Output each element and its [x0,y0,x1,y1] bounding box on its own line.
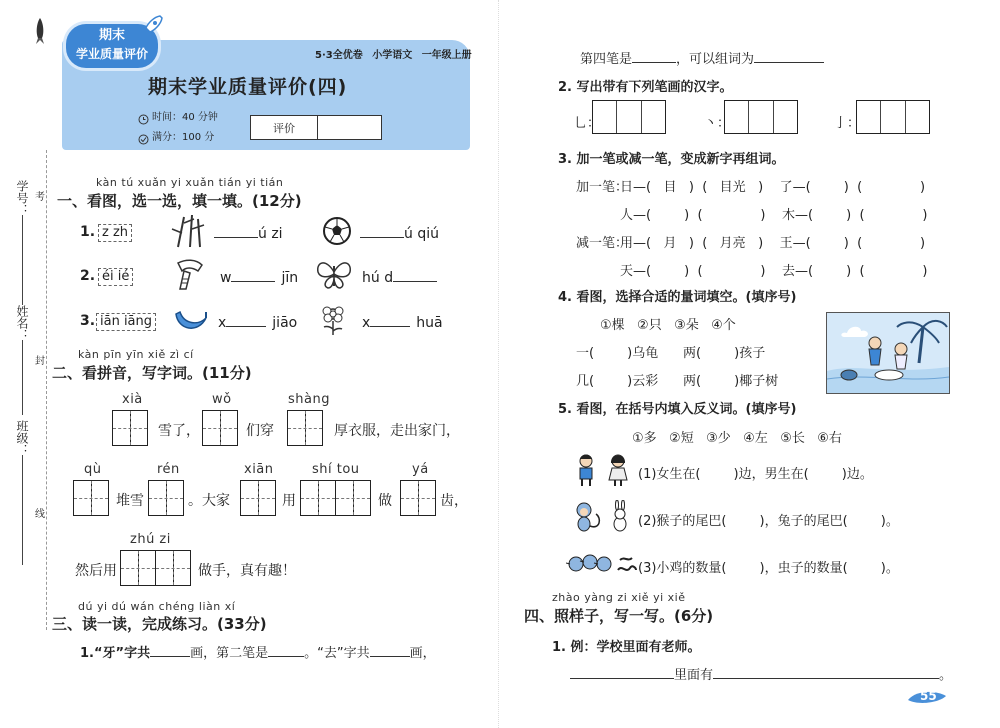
row3-text1: 做手，真有趣！ [198,563,296,579]
py-xia: xià [122,392,143,407]
section4-answer-line [570,664,952,683]
binding-line [46,150,47,630]
blank[interactable] [360,225,404,238]
py-shang: shàng [288,392,330,407]
row2-text1: 堆雪 [116,493,144,509]
py-zhuzi: zhú zi [130,532,171,547]
item2-a [220,269,298,286]
blank[interactable] [370,314,410,327]
page-fold-line [498,0,499,728]
q5-item2: (2)猴子的尾巴( )，兔子的尾巴( )。 [638,514,899,529]
q2-stroke2: 丶： [704,116,731,131]
q4-row2: 几( )云彩 两( )椰子树 [576,374,779,389]
write-box-zhu[interactable] [120,550,156,586]
q4-row1: 一( )乌龟 两( )孩子 [576,346,766,361]
q1-line1 [80,642,436,661]
full-score: 满分：100 分 [152,132,215,143]
page-number: 55 [920,689,937,703]
write-box-shi[interactable] [300,480,336,516]
row1-text2: 们穿 [246,423,274,439]
boy-girl-icon [572,453,634,487]
q2-grid1[interactable] [592,100,666,134]
item3-a-pre: x [218,315,227,331]
check-icon [138,130,149,149]
q1-part-d: 画， [409,646,436,661]
seal-char-feng: 封 [35,356,45,367]
q2-stroke1: 乚： [574,116,601,131]
section3-pinyin: dú yi dú wán chéng liàn xí [78,600,236,613]
item3-a-text: jiāo [272,315,298,331]
item3-b-pre: x [362,315,371,331]
q4-title: 4. 看图，选择合适的量词填空。(填序号) [558,290,797,305]
name-line [22,340,23,415]
write-box-qu[interactable] [73,480,109,516]
q2-title: 2. 写出带有下列笔画的汉字。 [558,80,733,95]
grade-name: 一年级上册 [421,50,472,61]
page-title: 期末学业质量评价(四) [148,76,348,98]
seal-char-xian: 线 [35,509,45,520]
write-box-tou[interactable] [335,480,371,516]
badge-line1: 期末 [98,28,125,43]
add-row-2: 人—( ) ( ) 木—( ) ( ) [620,208,928,223]
section2-title: 二、看拼音，写字词。(11分) [52,364,252,382]
add-label: 加一笔： [576,180,629,195]
flower-icon [318,303,348,337]
item2-b-pre: hú d [362,270,394,286]
q3-title: 3. 加一笔或减一笔，变成新字再组词。 [558,152,785,167]
write-box-xian[interactable] [240,480,276,516]
q1-part-e: 第四笔是 [580,52,633,67]
item3-options: iān iāng [96,313,156,331]
bamboo-icon [168,213,212,249]
binding-sidebar [0,0,55,728]
subject-name: 小学语文 [372,50,413,61]
blank[interactable] [231,269,275,282]
item3-b [362,314,443,331]
write-box-wo[interactable] [202,410,238,446]
item1-number: 1. [80,224,96,240]
student-id-label: 学号： [15,180,29,216]
py-ren: rén [157,462,180,477]
football-icon [322,216,352,246]
item3-number: 3. [80,313,96,329]
sub-row-2: 天—( ) ( ) 去—( ) ( ) [620,264,928,279]
blank[interactable] [754,50,824,63]
sub-label: 减一笔： [576,236,629,251]
blank[interactable] [632,50,676,63]
row2-text3: 用 [282,493,296,509]
q5-item3: (3)小鸡的数量( )，虫子的数量( )。 [638,561,899,576]
write-box-shang[interactable] [287,410,323,446]
q5-title: 5. 看图，在括号内填入反义词。(填序号) [558,402,797,417]
blank[interactable] [214,225,258,238]
section4-title: 四、照样子，写一写。(6分) [524,607,714,625]
item3-b-text: huā [416,315,443,331]
row2-text2: 。大家 [188,493,230,509]
blank[interactable] [268,644,304,657]
blank[interactable] [370,644,410,657]
badge-line2: 学业质量评价 [75,47,148,61]
section4-mid: 里面有 [674,668,714,683]
time-limit: 时间：40 分钟 [152,112,218,123]
item1-b-text: ú qiú [404,226,439,242]
header-series [315,46,472,61]
section3-title: 三、读一读，完成练习。(33分) [52,615,267,633]
section4-example: 1. 例：学校里面有老师。 [552,640,701,655]
section4-end: 。 [939,668,953,683]
blank[interactable] [226,314,266,327]
eval-divider [317,116,318,139]
py-xian: xiān [244,462,274,477]
butterfly-icon [314,258,354,292]
eval-label: 评价 [273,122,295,135]
write-box-ya[interactable] [400,480,436,516]
q1-part-c: 。“去”字共 [304,646,370,661]
row3-text0: 然后用 [75,563,117,579]
q1-line2 [580,48,824,67]
item2-a-text: jīn [281,270,299,286]
q2-grid3[interactable] [856,100,930,134]
q5-options: ①多 ②短 ③少 ④左 ⑤长 ⑥右 [632,431,842,446]
blank[interactable] [150,644,190,657]
q1-part-a: 1.“牙”字共 [80,646,151,661]
section1-title: 一、看图，选一选，填一填。(12分) [57,192,302,210]
item2-a-pre: w [220,270,232,286]
item3-a [218,314,297,331]
sub-row-1: 用—( 月 ) ( 月亮 ) 王—( ) ( ) [620,236,926,251]
blank[interactable] [570,666,674,679]
py-shitou: shí tou [312,462,360,477]
py-ya: yá [412,462,429,477]
class-label: 班级： [15,420,29,456]
py-qu: qù [84,462,102,477]
class-line [22,455,23,565]
clock-icon [138,110,149,129]
scarf-icon [172,257,208,293]
rocket-icon [33,18,47,48]
blank[interactable] [713,666,939,679]
section1-pinyin: kàn tú xuǎn yi xuǎn tián yi tián [96,176,284,189]
item1-a-text: ú zi [258,226,283,242]
q1-part-b: 画，第二笔是 [190,646,269,661]
student-id-line [22,215,23,305]
monkey-rabbit-icon [572,500,634,534]
py-wo: wǒ [212,392,232,407]
beach-illustration [826,312,950,394]
row1-text3: 厚衣服，走出家门， [334,423,460,439]
row2-text5: 齿， [440,493,468,509]
q2-grid2[interactable] [724,100,798,134]
item1-b [360,225,439,242]
item2-b [362,269,437,286]
eval-box [250,115,382,140]
write-box-xia[interactable] [112,410,148,446]
banana-icon [172,304,208,334]
add-row-1: 日—( 目 ) ( 目光 ) 了—( ) ( ) [620,180,926,195]
item2-options: éi ié [98,268,133,286]
q1-part-f: ，可以组词为 [676,52,755,67]
name-label: 姓名： [15,305,29,341]
badge-rocket-icon [140,14,164,42]
series-name: 5·3全优卷 [315,50,363,61]
q4-options: ①棵 ②只 ③朵 ④个 [600,318,736,333]
q2-stroke3: 亅： [834,116,861,131]
row1-text1: 雪了， [158,423,200,439]
chicks-worms-icon [566,548,638,578]
blank[interactable] [393,269,437,282]
item1-options: z zh [98,224,132,242]
item1-a [214,225,283,242]
section2-pinyin: kàn pīn yīn xiě zì cí [78,348,194,361]
row2-text4: 做 [378,493,392,509]
write-box-ren[interactable] [148,480,184,516]
seal-char-kao: 考 [35,192,45,203]
item2-number: 2. [80,268,96,284]
q5-item1: (1)女生在( )边，男生在( )边。 [638,467,873,482]
page-number-badge [906,688,948,706]
write-box-zi[interactable] [155,550,191,586]
section4-pinyin: zhào yàng zi xiě yi xiě [552,591,686,604]
